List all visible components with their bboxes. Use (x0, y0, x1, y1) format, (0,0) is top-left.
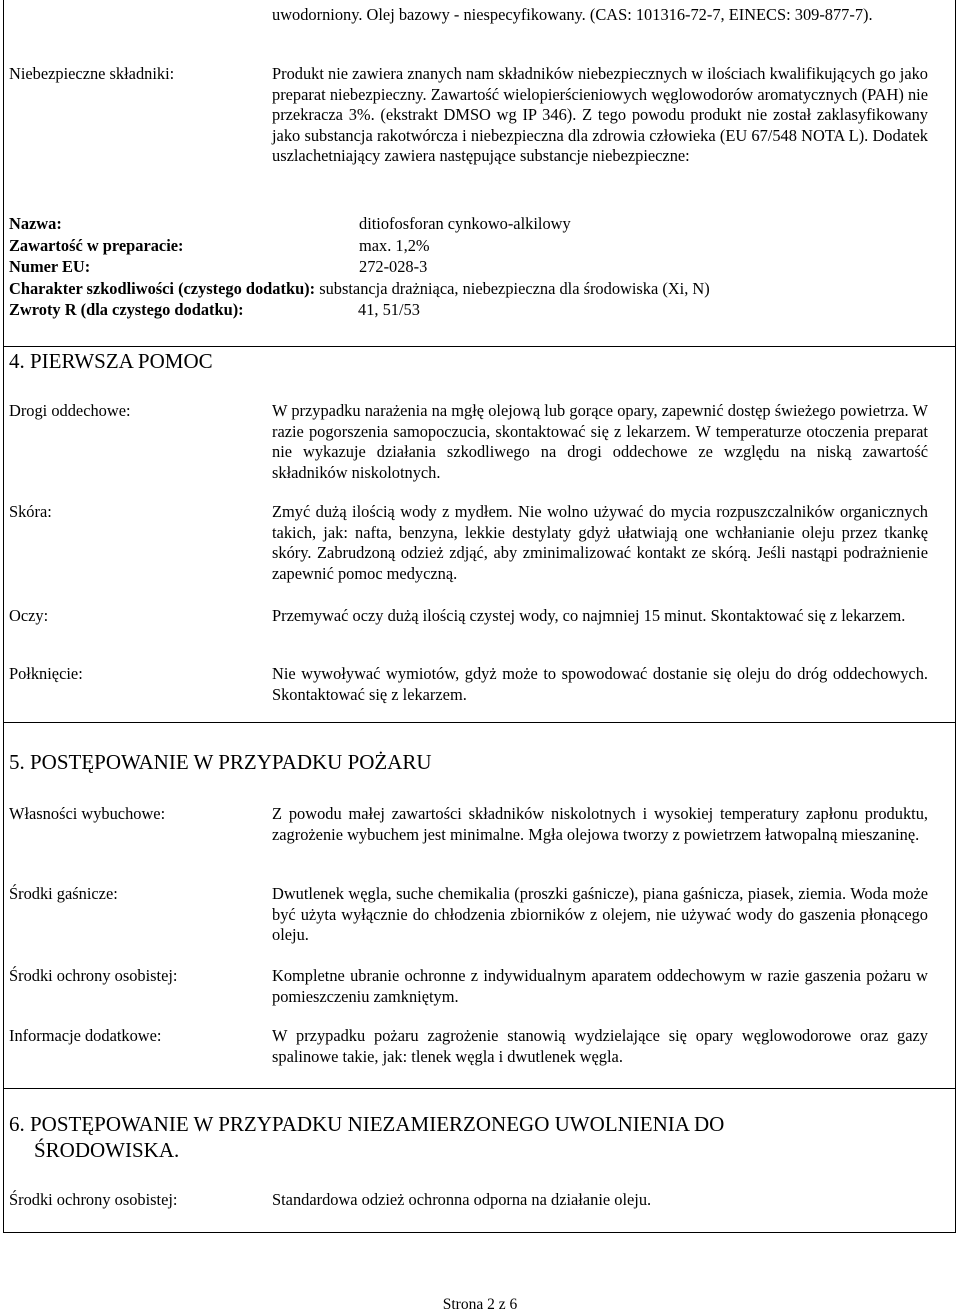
r-phrases-value: 41, 51/53 (358, 300, 420, 319)
first-aid-text: Zmyć dużą ilością wody z mydłem. Nie wolno używać do mycia rozpuszczalników organicznych takich, jak: nafta, benzyna, lekkie destylaty gdyż ułatwiają one wchłanianie oleju przez tkankę skóry. Zabrudzoną odzież zdjąć, aby zminimalizować kontakt ze skórą. Jeśli nastąpi podrażnienie zapewnić pomoc medyczną. (272, 502, 928, 583)
section-6-heading-line2: ŚRODOWISKA. (34, 1138, 180, 1162)
substance-name-value: ditiofosforan cynkowo-alkilowy (359, 214, 571, 233)
first-aid-label: Skóra: (9, 502, 52, 521)
hazardous-components-text: Produkt nie zawiera znanych nam składników niebezpiecznych w ilościach kwalifikujących go jako preparat niebezpieczny. Zawartość wielopierścieniowych węglowodorów aromatycznych (PAH) nie przekracza 3%. (ekstrakt DMSO wg IP 346). Z tego powodu produkt nie został zaklasyfikowany jako substancja rakotwórcza i niebezpieczna dla zdrowia człowieka (EU 67/548 NOTA L). Dodatek uszlachetniający zawiera następujące substancje niebezpieczne: (272, 64, 928, 165)
section-6-heading-line1: 6. POSTĘPOWANIE W PRZYPADKU NIEZAMIERZONEGO UWOLNIENIA DO (9, 1112, 725, 1136)
fire-label: Środki gaśnicze: (9, 884, 118, 903)
hazard-character-label: Charakter szkodliwości (czystego dodatku): (9, 279, 316, 298)
release-text: Standardowa odzież ochronna odporna na działanie oleju. (272, 1190, 652, 1209)
r-phrases-label: Zwroty R (dla czystego dodatku): (9, 300, 244, 319)
content-label: Zawartość w preparacie: (9, 236, 184, 255)
eu-number-label: Numer EU: (9, 257, 91, 276)
release-label: Środki ochrony osobistej: (9, 1190, 178, 1209)
eu-number-value: 272-028-3 (359, 257, 428, 276)
first-aid-text: Nie wywoływać wymiotów, gdyż może to spowodować dostanie się oleju do dróg oddechowych. Skontaktować się z lekarzem. (272, 664, 928, 704)
fire-label: Środki ochrony osobistej: (9, 966, 178, 985)
divider (3, 1232, 956, 1233)
substance-name-row (9, 214, 940, 235)
content-row (9, 236, 940, 257)
first-aid-text: W przypadku narażenia na mgłę olejową lub gorące opary, zapewnić dostęp świeżego powietrza. W razie pogorszenia samopoczucia, skontaktować się z lekarzem. W temperaturze otoczenia preparat nie wykazuje działania szkodliwego na drogi oddechowe ze względu na niską zawartość składników niskolotnych. (272, 401, 928, 482)
first-aid-label: Oczy: (9, 606, 49, 625)
fire-label: Informacje dodatkowe: (9, 1026, 162, 1045)
hazard-character-row (9, 279, 940, 300)
section-4-heading: 4. PIERWSZA POMOC (9, 349, 213, 373)
first-aid-text: Przemywać oczy dużą ilością czystej wody, co najmniej 15 minut. Skontaktować się z lekarzem. (272, 606, 906, 625)
fire-text: Kompletne ubranie ochronne z indywidualnym aparatem oddechowym w razie gaszenia pożaru w pomieszczeniu zamkniętym. (272, 966, 928, 1006)
fire-label: Własności wybuchowe: (9, 804, 166, 823)
page-number: Strona 2 z 6 (442, 1296, 518, 1313)
r-phrases-row (9, 300, 940, 321)
hazard-character-value: substancja drażniąca, niebezpieczna dla środowiska (Xi, N) (319, 279, 710, 298)
content-value: max. 1,2% (359, 236, 430, 255)
first-aid-label: Drogi oddechowe: (9, 401, 131, 420)
fire-text: Z powodu małej zawartości składników niskolotnych i wysokiej temperatury zapłonu produktu, zagrożenie wybuchem jest minimalne. Mgła olejowa tworzy z powietrzem łatwopalną mieszaninę. (272, 804, 928, 844)
composition-text: uwodorniony. Olej bazowy - niespecyfikowany. (CAS: 101316-72-7, EINECS: 309-877-7). (272, 5, 873, 24)
hazardous-components-label: Niebezpieczne składniki: (9, 64, 175, 83)
fire-text: Dwutlenek węgla, suche chemikalia (proszki gaśnicze), piana gaśnicza, piasek, ziemia. Woda może być użyta wyłącznie do chłodzenia zbiorników z olejem, nie używać wody do gaszenia płonącego oleju. (272, 884, 928, 944)
substance-name-label: Nazwa: (9, 214, 62, 233)
fire-text: W przypadku pożaru zagrożenie stanowią wydzielające się opary węglowodorowe oraz gazy spalinowe takie, jak: tlenek węgla i dwutlenek węgla. (272, 1026, 928, 1066)
first-aid-label: Połknięcie: (9, 664, 83, 683)
section-5-heading: 5. POSTĘPOWANIE W PRZYPADKU POŻARU (9, 750, 432, 774)
eu-number-row (9, 257, 940, 278)
